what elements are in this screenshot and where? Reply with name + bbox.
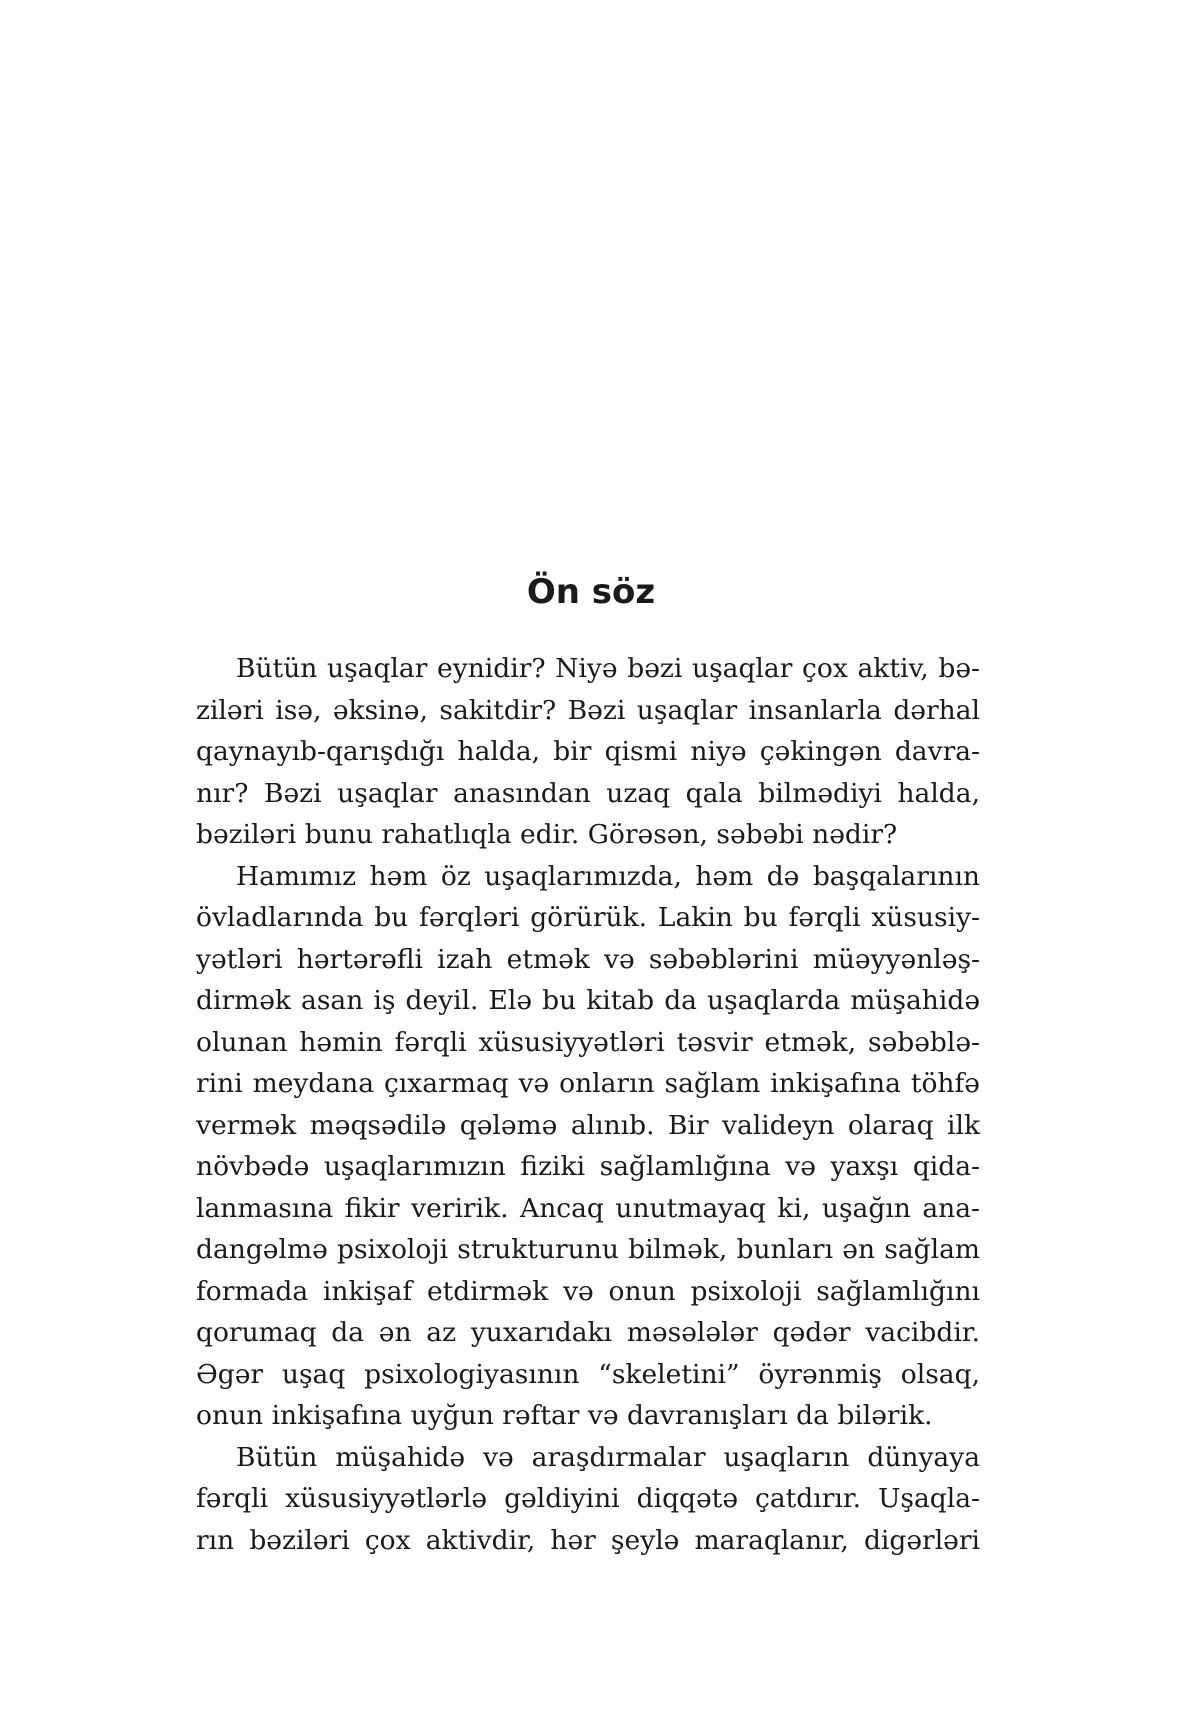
text-line: Bütün müşahidə və araşdırmalar uşaqların dünyaya [236,1441,980,1473]
text-line: ziləri isə, əksinə, sakitdir? Bəzi uşaqlar insanlarla dərhal [196,694,980,726]
text-line: yətləri hərtərəfli izah etmək və səbəblərini müəyyənləş- [196,943,980,975]
text-line: bəziləri bunu rahatlıqla edir. Görəsən, səbəbi nədir? [196,819,898,850]
text-line: onun inkişafına uyğun rəftar və davranışları da bilərik. [196,1400,933,1431]
text-line: lanmasına fikir veririk. Ancaq unutmayaq ki, uşağın ana- [196,1192,980,1224]
text-line: övladlarında bu fərqləri görürük. Lakin bu fərqli xüsusiy- [196,902,980,933]
body-text [196,648,980,1561]
text-line: rın bəziləri çox aktivdir, hər şeylə maraqlanır, digərləri [196,1524,980,1556]
text-line: vermək məqsədilə qələmə alınıb. Bir valideyn olaraq ilk [196,1109,980,1141]
text-line: dirmək asan iş deyil. Elə bu kitab da uşaqlarda müşahidə [196,985,980,1016]
text-line: dangəlmə psixoloji strukturunu bilmək, bunları ən sağlam [196,1234,980,1265]
text-line: formada inkişaf etdirmək və onun psixoloji sağlamlığını [196,1275,980,1307]
text-line: nır? Bəzi uşaqlar anasından uzaq qala bilmədiyi halda, [196,777,980,809]
text-line: Əgər uşaq psixologiyasının “skeletini” öyrənmiş olsaq, [196,1358,980,1390]
text-line: qaynayıb-qarışdığı halda, bir qismi niyə çəkingən davra- [196,736,980,767]
text-line: Bütün uşaqlar eynidir? Niyə bəzi uşaqlar çox aktiv, bə- [236,653,980,684]
text-line: olunan həmin fərqli xüsusiyyətləri təsvir etmək, səbəblə- [196,1026,980,1058]
chapter-title: Ön söz [526,572,656,612]
text-line: Hamımız həm öz uşaqlarımızda, həm də başqalarının [236,860,980,892]
text-line: rini meydana çıxarmaq və onların sağlam inkişafına töhfə [196,1068,980,1099]
text-line: fərqli xüsusiyyətlərlə gəldiyini diqqətə çatdırır. Uşaqla- [196,1483,980,1514]
text-line: növbədə uşaqlarımızın fiziki sağlamlığına və yaxşı qida- [196,1151,980,1182]
text-line: qorumaq da ən az yuxarıdakı məsələlər qədər vacibdir. [196,1317,980,1348]
